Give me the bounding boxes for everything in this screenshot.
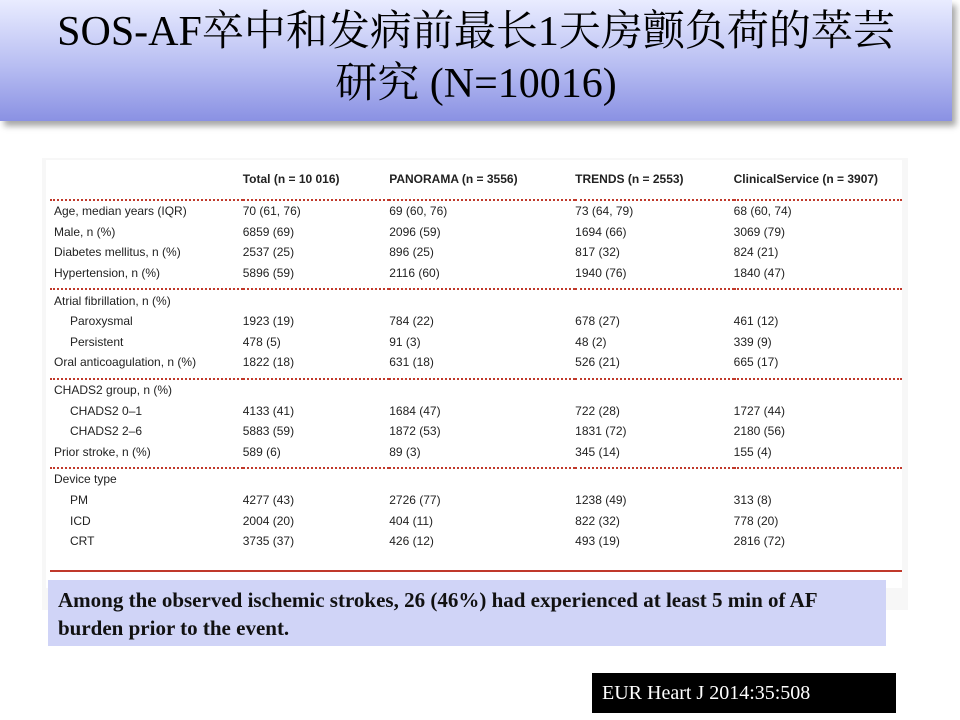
header-cell: ClinicalService (n = 3907) <box>733 172 879 186</box>
table-cell: 817 (32) <box>575 245 620 260</box>
table-cell <box>243 379 390 401</box>
row-label: CHADS2 2–6 <box>70 424 143 439</box>
table-cell: 631 (18) <box>389 355 434 370</box>
table-cell: 155 (4) <box>733 444 772 459</box>
table-row <box>50 442 902 463</box>
row-label: Paroxysmal <box>70 314 133 329</box>
row-label: CRT <box>70 534 95 549</box>
table-cell: 48 (2) <box>575 334 607 349</box>
table-cell: 822 (32) <box>575 513 620 528</box>
table-cell: 4277 (43) <box>242 493 295 508</box>
table-cell <box>389 379 575 401</box>
table-cell: 1831 (72) <box>575 424 627 439</box>
table-row <box>50 200 902 222</box>
table-cell: 3069 (79) <box>733 224 786 239</box>
table-cell: 784 (22) <box>389 314 434 329</box>
table-cell: 1940 (76) <box>575 266 627 281</box>
table-row <box>50 352 902 373</box>
table-cell <box>734 468 902 490</box>
table-cell: 461 (12) <box>733 314 779 329</box>
table-cell <box>575 379 733 401</box>
table-cell: 69 (60, 76) <box>389 204 448 219</box>
title-line-2: 研究 (N=10016) <box>335 61 617 107</box>
table-row <box>50 531 902 552</box>
table-cell <box>734 379 902 401</box>
table-row <box>50 222 902 243</box>
table-row <box>50 490 902 511</box>
row-label: Atrial fibrillation, n (%) <box>54 293 171 308</box>
table-cell <box>734 289 902 311</box>
table-bottom-rule <box>50 570 902 572</box>
table-cell: 404 (11) <box>389 513 434 528</box>
table-cell: 665 (17) <box>733 355 779 370</box>
table-cell: 478 (5) <box>242 334 281 349</box>
table-cell: 1694 (66) <box>575 224 627 239</box>
table-cell: 5896 (59) <box>242 266 295 281</box>
table-cell <box>575 468 733 490</box>
table-container <box>46 160 902 588</box>
table-cell: 896 (25) <box>389 245 434 260</box>
row-label: CHADS2 0–1 <box>70 403 143 418</box>
row-label: Oral anticoagulation, n (%) <box>54 355 197 370</box>
table-cell: 824 (21) <box>733 245 779 260</box>
table-cell: 6859 (69) <box>242 224 295 239</box>
table-cell: 345 (14) <box>575 444 620 459</box>
header-cell: PANORAMA (n = 3556) <box>389 172 518 186</box>
row-label: Persistent <box>70 334 124 349</box>
table-row <box>50 421 902 442</box>
table-cell: 1238 (49) <box>575 493 627 508</box>
header-cell: TRENDS (n = 2553) <box>575 172 684 186</box>
table-cell: 91 (3) <box>389 334 421 349</box>
table-row <box>50 400 902 421</box>
table-row <box>50 332 902 353</box>
table-row <box>50 289 902 311</box>
table-cell: 4133 (41) <box>242 403 295 418</box>
table-cell: 2116 (60) <box>389 266 440 281</box>
row-label: Diabetes mellitus, n (%) <box>54 245 181 260</box>
table-cell: 2816 (72) <box>733 534 786 549</box>
citation-label: EUR Heart J 2014:35:508 <box>592 673 896 713</box>
row-label: Male, n (%) <box>54 224 116 239</box>
table-cell: 678 (27) <box>575 314 620 329</box>
table-cell: 722 (28) <box>575 403 620 418</box>
table-cell: 339 (9) <box>733 334 772 349</box>
table-cell: 2726 (77) <box>389 493 441 508</box>
table-cell: 89 (3) <box>389 444 421 459</box>
table-cell: 2180 (56) <box>733 424 786 439</box>
table-cell: 778 (20) <box>733 513 779 528</box>
title-line-1: SOS-AF卒中和发病前最长1天房颤负荷的萃芸 <box>57 9 895 55</box>
finding-note: Among the observed ischemic strokes, 26 (46%) had experienced at least 5 min of AF burden prior to the event. <box>48 580 886 646</box>
table-cell: 5883 (59) <box>242 424 295 439</box>
table-cell <box>575 289 733 311</box>
table-cell: 1840 (47) <box>733 266 786 281</box>
table-row <box>50 263 902 284</box>
row-label: ICD <box>70 513 91 528</box>
row-label: PM <box>70 493 88 508</box>
table-row <box>50 468 902 490</box>
title-bar <box>0 0 952 121</box>
table-cell: 1684 (47) <box>389 403 441 418</box>
table-row <box>50 242 902 263</box>
row-label: Device type <box>54 472 117 487</box>
table-cell: 493 (19) <box>575 534 620 549</box>
table-cell: 70 (61, 76) <box>242 204 301 219</box>
table-cell: 2004 (20) <box>242 513 295 528</box>
table-header-row <box>50 164 902 194</box>
table-cell <box>243 289 390 311</box>
row-label: Prior stroke, n (%) <box>54 444 151 459</box>
table-cell <box>243 468 390 490</box>
table-cell: 589 (6) <box>242 444 281 459</box>
row-label: Hypertension, n (%) <box>54 266 161 281</box>
table-row <box>50 379 902 401</box>
table-cell <box>389 468 575 490</box>
table-cell: 313 (8) <box>733 493 772 508</box>
table-cell: 1727 (44) <box>733 403 786 418</box>
row-label: CHADS2 group, n (%) <box>54 383 173 398</box>
table-cell: 1923 (19) <box>242 314 295 329</box>
row-label: Age, median years (IQR) <box>54 204 187 219</box>
table-cell: 1822 (18) <box>242 355 295 370</box>
table-image-panel <box>42 158 908 610</box>
table-cell: 3735 (37) <box>242 534 295 549</box>
slide-title <box>0 6 952 110</box>
table-cell: 1872 (53) <box>389 424 441 439</box>
table-row <box>50 311 902 332</box>
header-cell <box>50 164 243 194</box>
table-cell: 426 (12) <box>389 534 434 549</box>
table-cell: 73 (64, 79) <box>575 204 634 219</box>
table-cell: 68 (60, 74) <box>733 204 792 219</box>
header-cell: Total (n = 10 016) <box>242 172 340 186</box>
table-cell: 2096 (59) <box>389 224 441 239</box>
table-cell: 2537 (25) <box>242 245 295 260</box>
table-cell: 526 (21) <box>575 355 620 370</box>
table-cell <box>389 289 575 311</box>
table-row <box>50 510 902 531</box>
baseline-characteristics-table <box>50 164 902 552</box>
